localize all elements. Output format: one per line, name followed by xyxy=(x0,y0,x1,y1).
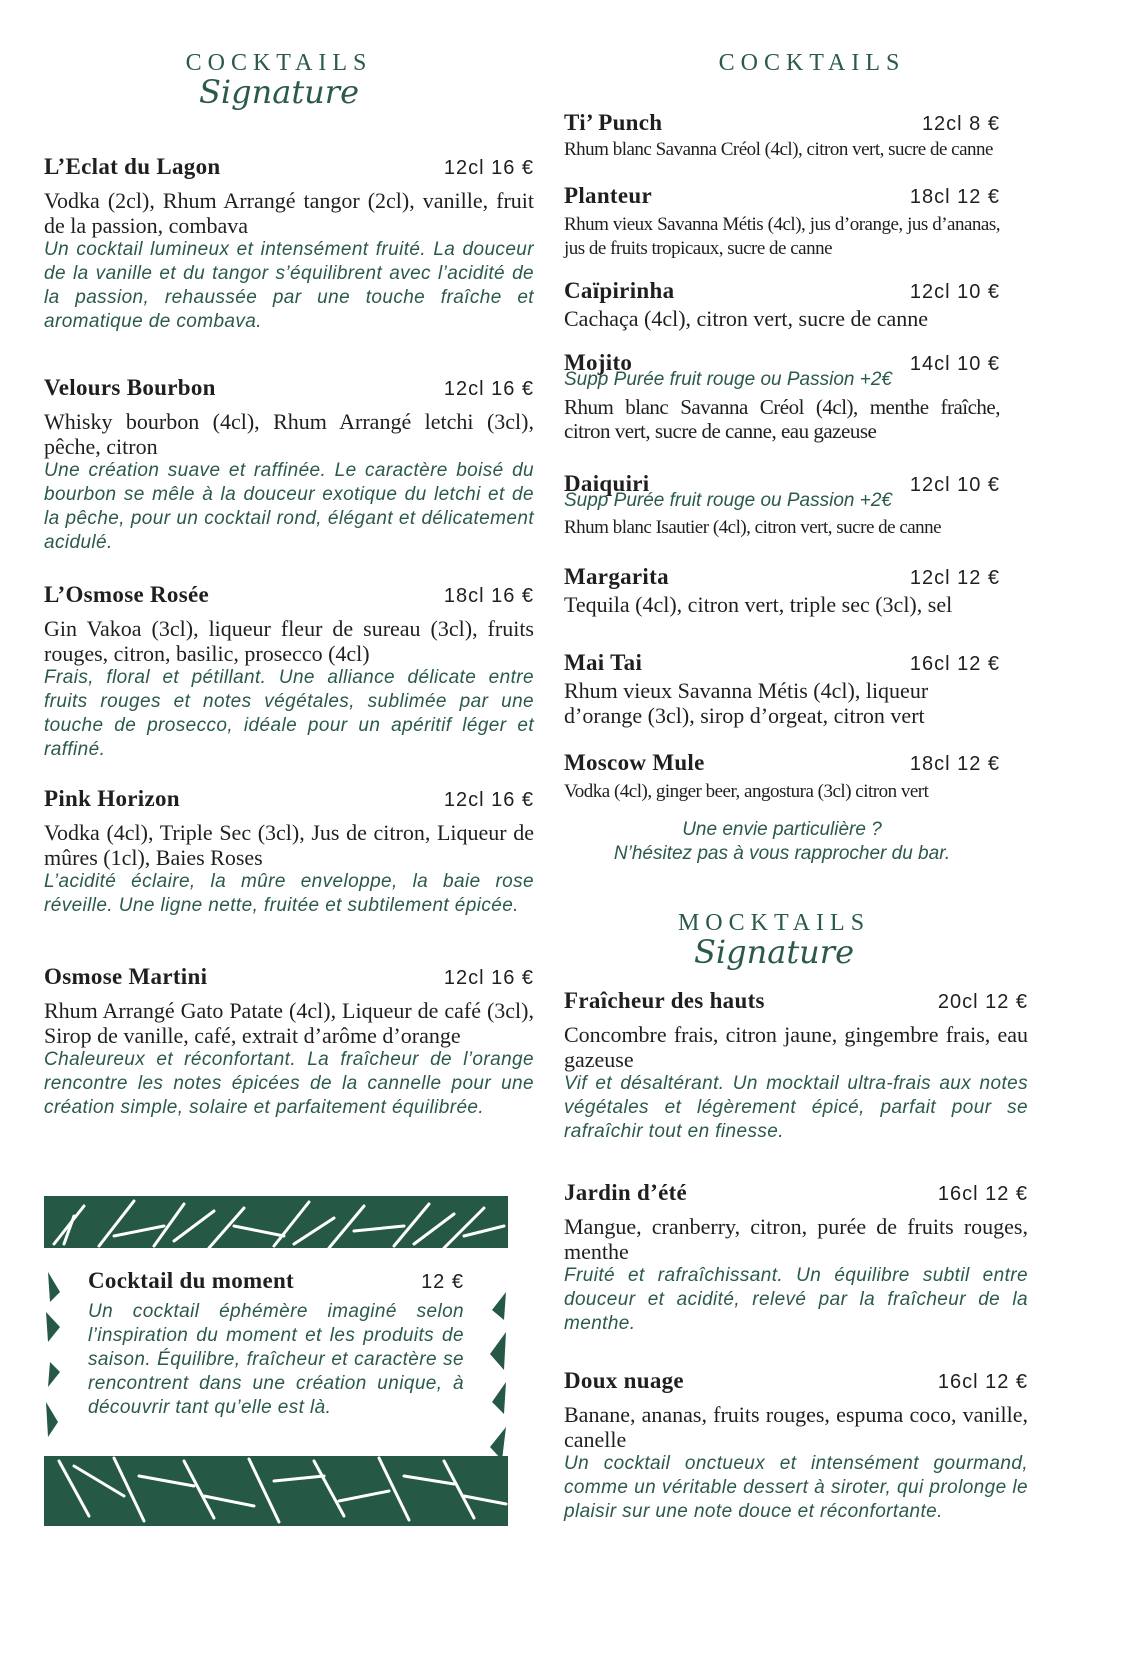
item-description: Un cocktail lumineux et intensément fruité. La douceur de la vanille et du tangor s’équilibrent avec l’acidité de la passion, rehaussée par une touche fraîche et aromatique de combava. xyxy=(44,239,534,332)
item-ingredients: Rhum blanc Savanna Créol (4cl), citron vert, sucre de canne xyxy=(564,139,993,160)
note-line: Une envie particulière ? xyxy=(682,819,882,840)
item-name: Mojito xyxy=(564,350,633,375)
item-price: 12cl 16 € xyxy=(443,967,534,989)
leaf-pattern-icon xyxy=(44,1196,508,1248)
item-name: Mai Tai xyxy=(564,650,643,675)
menu-item xyxy=(564,183,1000,261)
item-price: 16cl 12 € xyxy=(937,1371,1028,1393)
item-ingredients: Rhum vieux Savanna Métis (4cl), liqueur d’orange (3cl), sirop d’orgeat, citron vert xyxy=(564,678,929,728)
item-ingredients: Vodka (4cl), Triple Sec (3cl), Jus de citron, Liqueur de mûres (1cl), Baies Roses xyxy=(44,820,534,870)
item-name: Fraîcheur des hauts xyxy=(564,988,765,1013)
item-price: 12cl 16 € xyxy=(443,157,534,179)
item-name: L’Osmose Rosée xyxy=(44,582,209,607)
item-description: Frais, floral et pétillant. Une alliance délicate entre fruits rouges et notes végétales, sublimée par une touche de prosecco, idéale pour un apéritif léger et raffiné. xyxy=(44,667,534,760)
item-ingredients: Banane, ananas, fruits rouges, espuma coco, vanille, canelle xyxy=(564,1402,1028,1452)
section-title: MOCKTAILS xyxy=(677,910,871,936)
item-price: 18cl 16 € xyxy=(443,585,534,607)
item-price: 12cl 16 € xyxy=(443,789,534,811)
menu-item xyxy=(564,564,1000,617)
mocktail-item xyxy=(564,1180,1028,1336)
menu-item xyxy=(44,786,534,918)
item-ingredients: Rhum Arrangé Gato Patate (4cl), Liqueur de café (3cl), Sirop de vanille, café, extrait d’arôme d’orange xyxy=(44,998,534,1048)
item-price: 12cl 10 € xyxy=(909,281,1000,303)
item-price: 18cl 12 € xyxy=(909,753,1000,775)
menu-item xyxy=(564,750,1000,804)
item-description: Une création suave et raffinée. Le caractère boisé du bourbon se mêle à la douceur exotique du letchi et de la pêche, pour un cocktail rond, élégant et délicatement acidulé. xyxy=(44,460,534,553)
menu-item xyxy=(564,471,1000,540)
leaf-pattern-bottom xyxy=(44,1456,508,1526)
item-name: L’Eclat du Lagon xyxy=(44,154,221,179)
item-name: Moscow Mule xyxy=(564,750,705,775)
leaf-pattern-icon xyxy=(44,1456,508,1526)
moment-content xyxy=(88,1268,508,1420)
menu-item xyxy=(44,375,534,555)
item-ingredients: Rhum vieux Savanna Métis (4cl), jus d’orange, jus d’ananas, jus de fruits tropicaux, sucre de canne xyxy=(564,214,1000,259)
leaf-side-left-icon xyxy=(44,1272,62,1452)
menu-item xyxy=(564,650,1000,728)
item-ingredients: Tequila (4cl), citron vert, triple sec (3cl), sel xyxy=(564,592,953,617)
section-script: Signature xyxy=(693,933,855,971)
menu-item xyxy=(564,278,1000,331)
item-ingredients: Mangue, cranberry, citron, purée de fruits rouges, menthe xyxy=(564,1214,1028,1264)
item-name: Doux nuage xyxy=(564,1368,684,1393)
menu-item xyxy=(564,350,1000,443)
item-supplement: Supp Purée fruit rouge ou Passion +2€ xyxy=(564,369,892,390)
item-price: 12cl 8 € xyxy=(921,113,1000,135)
section-script: Signature xyxy=(198,73,360,111)
item-price: 20cl 12 € xyxy=(937,991,1028,1013)
cocktails-heading xyxy=(704,50,920,77)
menu-item xyxy=(44,964,534,1120)
mocktail-item xyxy=(564,988,1028,1144)
item-price: 12 € xyxy=(421,1271,464,1293)
item-price: 16cl 12 € xyxy=(909,653,1000,675)
item-name: Daiquiri xyxy=(564,471,650,496)
item-description: Vif et désaltérant. Un mocktail ultra-frais aux notes végétales et légèrement épicé, parfait pour se rafraîchir tout en finesse. xyxy=(564,1073,1028,1142)
item-price: 12cl 12 € xyxy=(909,567,1000,589)
item-name: Cocktail du moment xyxy=(88,1268,295,1293)
item-name: Osmose Martini xyxy=(44,964,208,989)
item-ingredients: Gin Vakoa (3cl), liqueur fleur de sureau (3cl), fruits rouges, citron, basilic, prosecco (4cl) xyxy=(44,616,534,666)
section-title: COCKTAILS xyxy=(718,50,906,76)
cocktail-du-moment-box xyxy=(44,1196,508,1526)
item-supplement: Supp Purée fruit rouge ou Passion +2€ xyxy=(564,490,892,511)
item-ingredients: Whisky bourbon (4cl), Rhum Arrangé letchi (3cl), pêche, citron xyxy=(44,409,534,459)
item-description: Fruité et rafraîchissant. Un équilibre subtil entre douceur et acidité, relevé par la fraîcheur de la menthe. xyxy=(564,1265,1028,1334)
item-price: 16cl 12 € xyxy=(937,1183,1028,1205)
item-price: 12cl 10 € xyxy=(909,474,1000,496)
item-name: Ti’ Punch xyxy=(564,110,663,135)
item-description: Un cocktail onctueux et intensément gourmand, comme un véritable dessert à siroter, qui prolonge le plaisir sur une note douce et réconfortante. xyxy=(564,1453,1028,1522)
mocktail-item xyxy=(564,1368,1028,1524)
mocktails-signature-heading xyxy=(664,910,884,971)
item-name: Caïpirinha xyxy=(564,278,675,303)
item-ingredients: Concombre frais, citron jaune, gingembre frais, eau gazeuse xyxy=(564,1022,1028,1072)
menu-item xyxy=(44,154,534,334)
item-name: Margarita xyxy=(564,564,669,589)
item-ingredients: Cachaça (4cl), citron vert, sucre de canne xyxy=(564,306,929,331)
cocktails-signature-heading xyxy=(174,50,384,111)
item-ingredients: Rhum blanc Isautier (4cl), citron vert, sucre de canne xyxy=(564,517,942,538)
item-name: Planteur xyxy=(564,183,652,208)
menu-item xyxy=(44,582,534,762)
item-name: Velours Bourbon xyxy=(44,375,216,400)
item-description: Un cocktail éphémère imaginé selon l’inspiration du moment et les produits de saison. Équilibre, fraîcheur et caractère se rencontrent dans une création unique, à découvrir tant qu’elle est là. xyxy=(88,1301,464,1418)
item-price: 12cl 16 € xyxy=(443,378,534,400)
item-description: L’acidité éclaire, la mûre enveloppe, la baie rose réveille. Une ligne nette, fruitée et subtilement épicée. xyxy=(44,871,534,916)
menu-item xyxy=(564,110,1000,162)
item-name: Jardin d’été xyxy=(564,1180,688,1205)
item-price: 14cl 10 € xyxy=(909,353,1000,375)
section-title: COCKTAILS xyxy=(185,50,373,76)
item-price: 18cl 12 € xyxy=(909,186,1000,208)
item-description: Chaleureux et réconfortant. La fraîcheur de l’orange rencontre les notes épicées de la cannelle pour une création simple, solaire et parfaitement équilibrée. xyxy=(44,1049,534,1118)
item-name: Pink Horizon xyxy=(44,786,180,811)
item-ingredients: Rhum blanc Savanna Créol (4cl), menthe fraîche, citron vert, sucre de canne, eau gazeuse xyxy=(564,395,1000,443)
item-ingredients: Vodka (2cl), Rhum Arrangé tangor (2cl), vanille, fruit de la passion, combava xyxy=(44,188,534,238)
leaf-pattern-top xyxy=(44,1196,508,1248)
item-ingredients: Vodka (4cl), ginger beer, angostura (3cl) citron vert xyxy=(564,781,929,802)
special-request-note xyxy=(564,818,1000,866)
note-line: N’hésitez pas à vous rapprocher du bar. xyxy=(613,843,951,864)
